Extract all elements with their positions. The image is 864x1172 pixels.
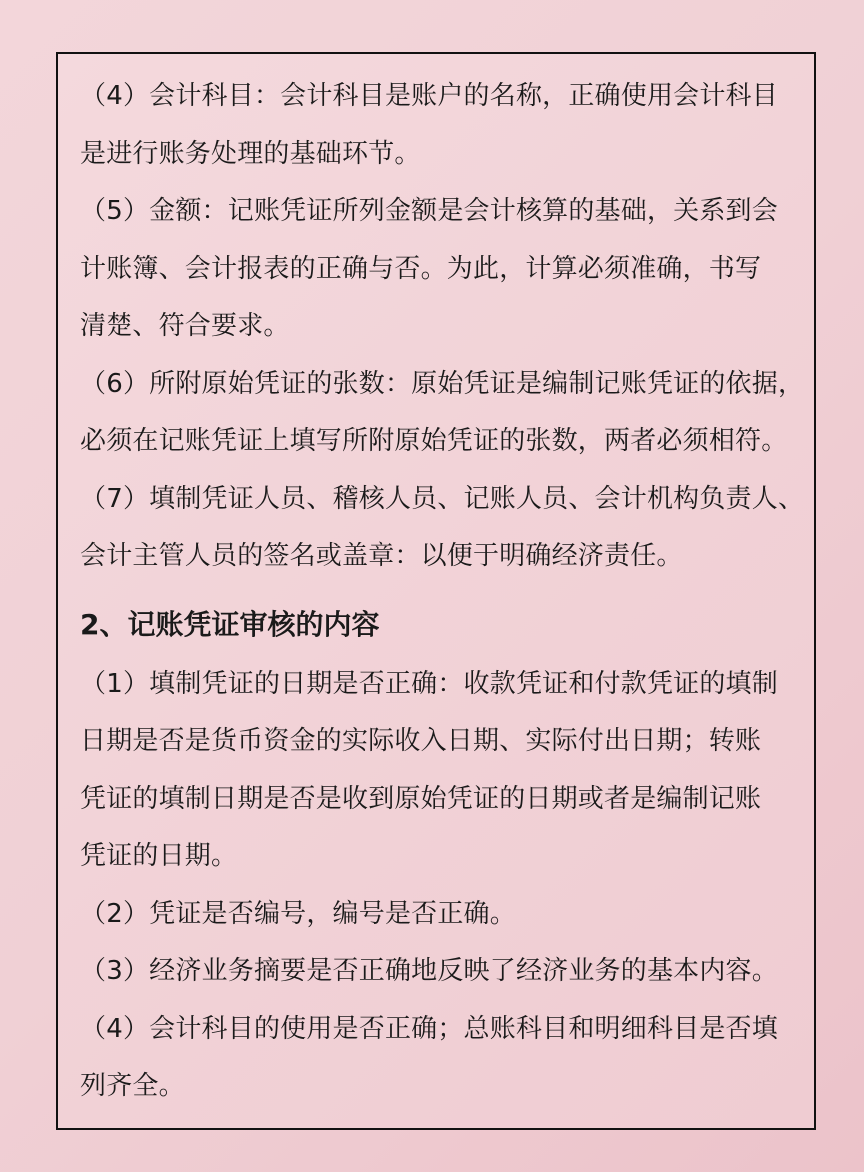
list-item — [80, 356, 804, 471]
text-line: （4）会计科目：会计科目是账户的名称，正确使用会计科目 — [80, 81, 778, 111]
section-2-heading: 2、记账凭证审核的内容 — [80, 607, 380, 641]
text-line: 是进行账务处理的基础环节。 — [80, 138, 421, 169]
text-line: 会计主管人员的签名或盖章：以便于明确经济责任。 — [80, 541, 683, 571]
text-line: 凭证的填制日期是否是收到原始凭证的日期或者是编制记账 — [80, 783, 762, 814]
list-item — [80, 1001, 804, 1116]
text-line: （7）填制凭证人员、稽核人员、记账人员、会计机构负责人、 — [80, 483, 805, 514]
text-line: （4）会计科目的使用是否正确；总账科目和明细科目是否填 — [80, 1013, 778, 1044]
section-2-items — [80, 656, 804, 1116]
text-line: 日期是否是货币资金的实际收入日期、实际付出日期；转账 — [80, 726, 762, 756]
list-item — [80, 886, 804, 944]
text-line: （6）所附原始凭证的张数：原始凭证是编制记账凭证的依据， — [80, 368, 805, 399]
list-item — [80, 183, 804, 356]
text-line: 列齐全。 — [80, 1071, 185, 1101]
list-item — [80, 68, 804, 183]
document-card — [56, 52, 816, 1130]
text-line: 计账簿、会计报表的正确与否。为此，计算必须准确，书写 — [80, 253, 762, 284]
document-content — [80, 68, 804, 1116]
text-line: （2）凭证是否编号，编号是否正确。 — [80, 898, 516, 929]
text-line: （3）经济业务摘要是否正确地反映了经济业务的基本内容。 — [80, 956, 778, 986]
text-line: （5）金额：记账凭证所列金额是会计核算的基础，关系到会 — [80, 196, 778, 226]
section-1-items — [80, 68, 804, 586]
text-line: 必须在记账凭证上填写所附原始凭证的张数，两者必须相符。 — [80, 426, 788, 456]
text-line: 清楚、符合要求。 — [80, 311, 290, 341]
text-line: （1）填制凭证的日期是否正确：收款凭证和付款凭证的填制 — [80, 668, 778, 699]
list-item — [80, 656, 804, 886]
list-item — [80, 471, 804, 586]
text-line: 凭证的日期。 — [80, 841, 238, 871]
list-item — [80, 943, 804, 1001]
